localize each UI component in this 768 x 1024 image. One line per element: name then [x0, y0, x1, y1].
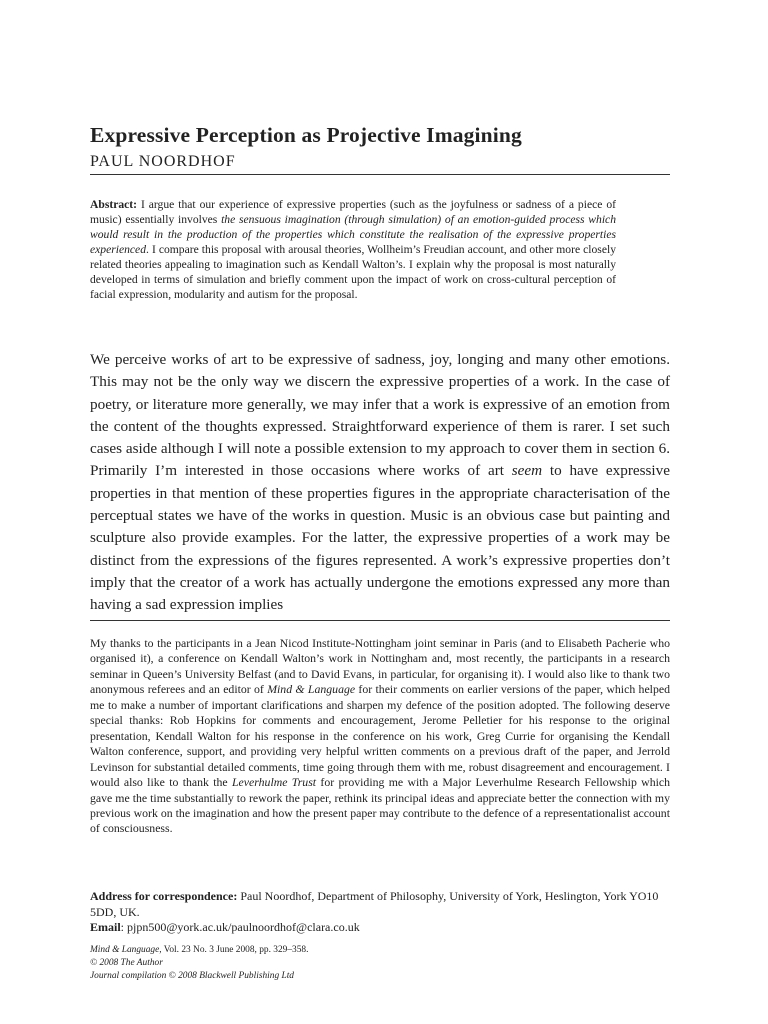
email-line	[90, 920, 670, 936]
journal-citation	[90, 944, 490, 957]
body-text-2: to have expressive properties in that mention of these properties figures in the appropriate characterisation of the perceptual states we have of the works in question. Music is an obvious case but painting and sculpture also provide examples. For the latter, the expressive properties of a work may be distinct from the expressions of the figures represented. A work’s expressive properties don’t imply that the creator of a work has actually undergone the emotions expressed any more than having a sad expression implies	[90, 462, 670, 614]
acknowledgement-footnote	[90, 636, 670, 837]
journal-copyright: © 2008 The Author	[90, 958, 163, 969]
journal-details: Vol. 23 No. 3 June 2008, pp. 329–358.	[161, 945, 309, 955]
footnote-divider	[90, 620, 670, 621]
correspondence-block	[90, 889, 670, 936]
article-title: Expressive Perception as Projective Imagining	[90, 123, 522, 147]
journal-name: Mind & Language,	[90, 945, 162, 955]
email-text: : pjpn500@york.ac.uk/paulnoordhof@clara.co.uk	[120, 920, 360, 934]
abstract-text-1: I argue that our experience of expressive properties (such as the joyfulness or sadness of a piece of music) essentially involves	[90, 198, 616, 226]
author-name: PAUL NOORDHOF	[90, 153, 236, 170]
abstract-italic: the sensuous imagination (through simulation) of an emotion-guided process which would result in the production of the properties which constitute the realisation of the expressive properties experienced	[90, 213, 616, 256]
body-italic: seem	[511, 462, 543, 480]
address-label: Address for correspondence:	[90, 889, 238, 903]
body-text-1: We perceive works of art to be expressive of sadness, joy, longing and many other emotions. This may not be the only way we discern the expressive properties of a work. In the case of poetry, or literature more generally, we may infer that a work is expressive of an emotion from the content of the thoughts expressed. Straightforward experience of them is rarer. I set such cases aside although I will note a possible extension to my approach to cover them in section 6. Primarily I’m interested in those occasions where works of art	[90, 351, 670, 480]
footnote-text-1: My thanks to the participants in a Jean Nicod Institute-Nottingham joint seminar in Paris (and to Elisabeth Pacherie who organised it), a conference on Kendall Walton’s work in Nottingham and, most recently, the participants in a research seminar in Queen’s University Belfast (and to David Evans, in particular, for organising it). I would also like to thank two anonymous referees and an editor of	[90, 636, 670, 697]
abstract-text-2: . I compare this proposal with arousal theories, Wollheim’s Freudian account, and other more closely related theories appealing to imagination such as Kendall Walton’s. I explain why the proposal is most naturally developed in terms of simulation and briefly comment upon the impact of work on cross-cultural perception of facial expression, modularity and autism for the proposal.	[90, 243, 616, 301]
body-paragraph	[90, 349, 670, 617]
footnote-text-2: for their comments on earlier versions of the paper, which helped me to make a number of important clarifications and sharpen my defence of the position adopted. The following deserve special thanks: Rob Hopkins for comments and encouragement, Jerome Pelletier for his response to the original presentation, Kendall Walton for his response in the conference on his work, Greg Currie for organising the Kendall Walton conference, support, and providing very helpful written comments on a previous draft of the paper, and Jerrold Levinson for substantial detailed comments, time going through them with me, robust disagreement and encouragement. I would also like to thank the	[90, 682, 670, 790]
title-divider	[90, 174, 670, 175]
journal-compilation: Journal compilation © 2008 Blackwell Publishing Ltd	[90, 971, 294, 982]
footnote-italic-1: Mind & Language	[267, 682, 356, 697]
address-line	[90, 889, 670, 920]
abstract-label: Abstract:	[90, 198, 138, 211]
footnote-italic-2: Leverhulme Trust	[232, 775, 317, 790]
email-label: Email	[90, 920, 121, 934]
address-text: Paul Noordhof, Department of Philosophy, University of York, Heslington, York YO10 5DD, UK.	[90, 889, 659, 919]
footnote-text-3: for providing me with a Major Leverhulme Research Fellowship which gave me the time substantially to rework the paper, rethink its principal ideas and appreciate better the connection with my previous work on the imagination and how the present paper may contribute to the defence of a representationalist account of consciousness.	[90, 775, 671, 836]
journal-info	[90, 944, 490, 984]
abstract	[90, 197, 616, 302]
